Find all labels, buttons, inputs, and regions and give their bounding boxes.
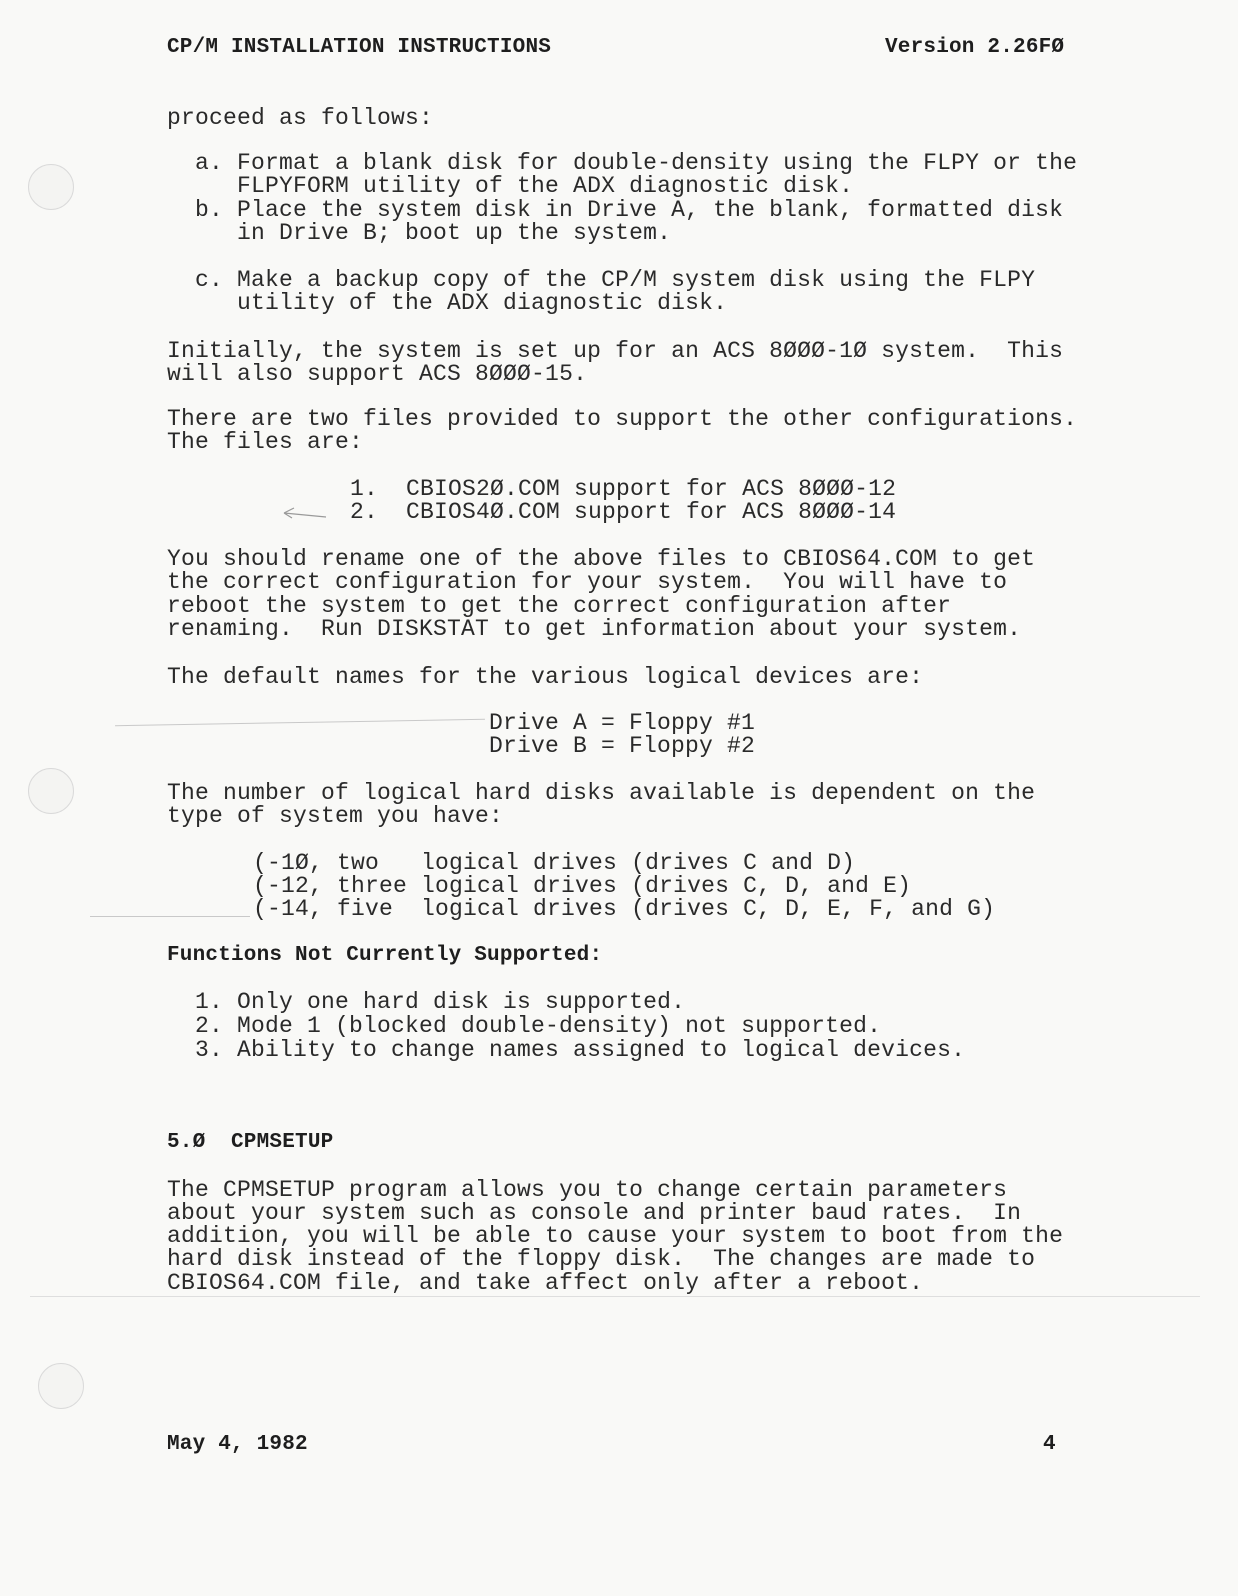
default-names-text: The default names for the various logical devices are: [167,664,924,690]
binder-hole-middle [28,768,74,814]
unsupported-item: 1. Only one hard disk is supported. [195,989,686,1015]
rename-line-2: the correct configuration for your system. You will have to [167,569,1008,595]
section-line: about your system such as console and printer baud rates. In [167,1200,1022,1226]
system-item: (-1Ø, two logical drives (drives C and D) [253,850,856,876]
step-b-line-2: in Drive B; boot up the system. [195,220,672,246]
rename-line-4: renaming. Run DISKSTAT to get information about your system. [167,616,1022,642]
initial-line-1: Initially, the system is set up for an ACS 8ØØØ-1Ø system. This [167,338,1064,364]
system-item: (-14, five logical drives (drives C, D, E, F, and G) [253,896,996,922]
pencil-arrow-icon [280,505,330,521]
header-title: CP/M INSTALLATION INSTRUCTIONS [167,36,552,59]
intro-text: proceed as follows: [167,105,434,131]
section-line: The CPMSETUP program allows you to change certain parameters [167,1177,1008,1203]
file-item: 2. CBIOS4Ø.COM support for ACS 8ØØØ-14 [350,499,897,525]
unsupported-heading: Functions Not Currently Supported: [167,944,603,967]
section-heading: 5.Ø CPMSETUP [167,1131,334,1154]
scan-line [115,719,485,726]
system-item: (-12, three logical drives (drives C, D, and E) [253,873,912,899]
file-item: 1. CBIOS2Ø.COM support for ACS 8ØØØ-12 [350,476,897,502]
page-number: 4 [1043,1433,1056,1456]
step-c-line-1: c. Make a backup copy of the CP/M system disk using the FLPY [195,267,1036,293]
section-line: hard disk instead of the floppy disk. The changes are made to [167,1246,1036,1272]
step-c-line-2: utility of the ADX diagnostic disk. [195,290,728,316]
step-a-line-1: a. Format a blank disk for double-density using the FLPY or the [195,150,1078,176]
hard-disk-line-2: type of system you have: [167,803,504,829]
files-line-2: The files are: [167,429,364,455]
scan-line [30,1296,1200,1297]
header-version: Version 2.26FØ [885,36,1065,59]
scan-line [90,916,250,917]
rename-line-3: reboot the system to get the correct configuration after [167,593,952,619]
hard-disk-line-1: The number of logical hard disks available is dependent on the [167,780,1036,806]
unsupported-item: 3. Ability to change names assigned to logical devices. [195,1037,966,1063]
rename-line-1: You should rename one of the above files to CBIOS64.COM to get [167,546,1036,572]
unsupported-item: 2. Mode 1 (blocked double-density) not supported. [195,1013,882,1039]
files-line-1: There are two files provided to support the other configurations. [167,406,1078,432]
binder-hole-bottom [38,1363,84,1409]
section-line: addition, you will be able to cause your system to boot from the [167,1223,1064,1249]
section-line: CBIOS64.COM file, and take affect only after a reboot. [167,1270,924,1296]
drive-item: Drive A = Floppy #1 [489,710,756,736]
initial-line-2: will also support ACS 8ØØØ-15. [167,361,588,387]
binder-hole-top [28,164,74,210]
drive-item: Drive B = Floppy #2 [489,733,756,759]
step-b-line-1: b. Place the system disk in Drive A, the blank, formatted disk [195,197,1064,223]
step-a-line-2: FLPYFORM utility of the ADX diagnostic disk. [195,173,854,199]
footer-date: May 4, 1982 [167,1433,308,1456]
